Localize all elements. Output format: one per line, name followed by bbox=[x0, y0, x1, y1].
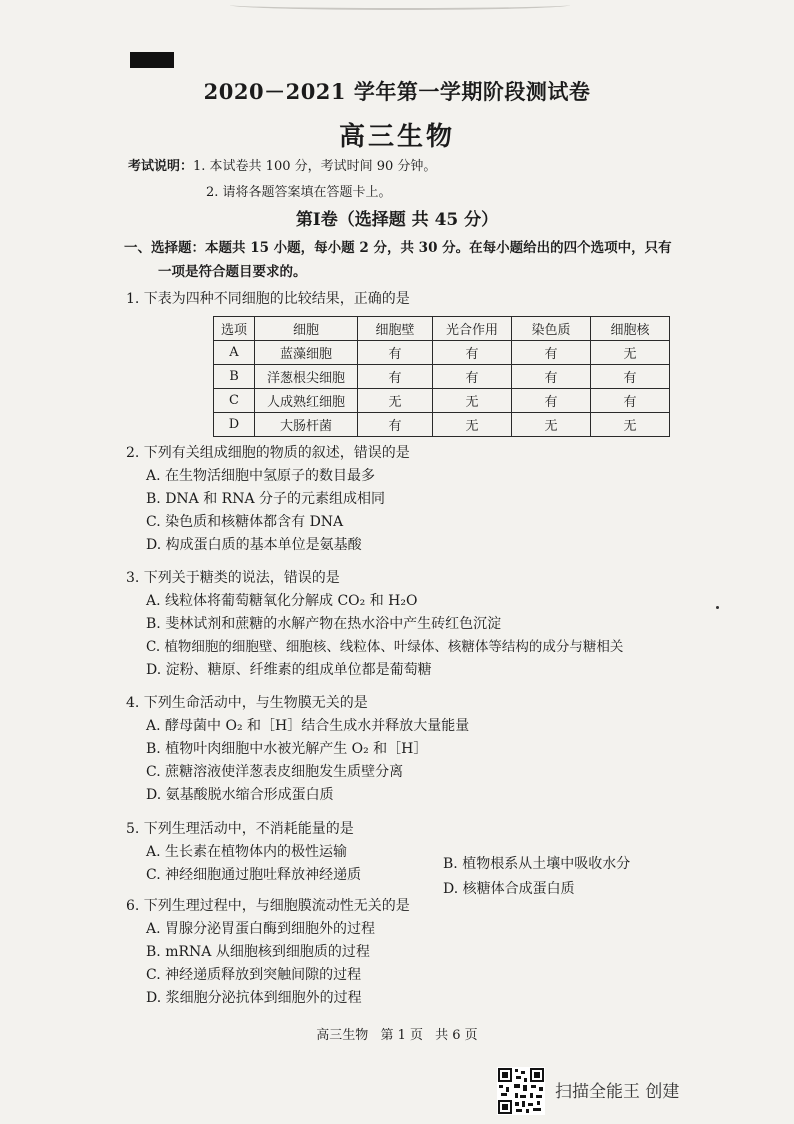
page-footer bbox=[0, 1024, 794, 1043]
option-c: C. 蔗糖溶液使洋葱表皮细胞发生质壁分离 bbox=[146, 764, 404, 780]
question-2 bbox=[126, 442, 410, 557]
table-cell: 有 bbox=[512, 365, 591, 389]
scan-speck bbox=[716, 606, 719, 609]
exam-title: 2020－2021 学年第一学期阶段测试卷 bbox=[203, 79, 591, 104]
option-d: D. 构成蛋白质的基本单位是氨基酸 bbox=[146, 537, 362, 553]
option-c: C. 神经细胞通过胞吐释放神经递质 bbox=[146, 867, 362, 883]
option-d: D. 核糖体合成蛋白质 bbox=[443, 881, 575, 897]
table-cell: 有 bbox=[358, 341, 433, 365]
qr-code-icon bbox=[497, 1067, 545, 1115]
table-cell: 有 bbox=[512, 389, 591, 413]
question-5 bbox=[126, 818, 361, 887]
table-header: 细胞 bbox=[255, 317, 358, 341]
section-title: 第Ⅰ卷（选择题 共 45 分） bbox=[295, 210, 499, 230]
comparison-table bbox=[213, 316, 670, 437]
option-d: D. 氨基酸脱水缩合形成蛋白质 bbox=[146, 787, 334, 803]
note-line-1 bbox=[128, 154, 436, 180]
exam-notes bbox=[128, 154, 436, 206]
table-cell: A bbox=[214, 341, 255, 365]
instruction-line-1: 一、选择题：本题共 15 小题，每小题 2 分，共 30 分。在每小题给出的四个选项中，只有 bbox=[124, 240, 672, 256]
question-4 bbox=[126, 692, 469, 807]
table-cell: 人成熟红细胞 bbox=[255, 389, 358, 413]
table-cell: 无 bbox=[358, 389, 433, 413]
table-cell: D bbox=[214, 413, 255, 437]
option-c: C. 神经递质释放到突触间隙的过程 bbox=[146, 967, 362, 983]
page-shadow bbox=[230, 0, 570, 10]
option-c: C. 植物细胞的细胞壁、细胞核、线粒体、叶绿体、核糖体等结构的成分与糖相关 bbox=[146, 639, 624, 655]
table-row bbox=[214, 389, 670, 413]
question-stem: 3. 下列关于糖类的说法，错误的是 bbox=[126, 570, 340, 586]
table-row bbox=[214, 365, 670, 389]
option-b: B. DNA 和 RNA 分子的元素组成相同 bbox=[146, 491, 386, 507]
table-cell: 无 bbox=[433, 389, 512, 413]
option-a: A. 线粒体将葡萄糖氧化分解成 CO₂ 和 H₂O bbox=[146, 593, 418, 609]
table-cell: 有 bbox=[591, 389, 670, 413]
section-instruction bbox=[124, 236, 744, 284]
table-cell: 无 bbox=[433, 413, 512, 437]
footer-page: 第 1 页 bbox=[380, 1028, 423, 1043]
table-cell: 洋葱根尖细胞 bbox=[255, 365, 358, 389]
table-row bbox=[214, 341, 670, 365]
table-cell: 有 bbox=[591, 365, 670, 389]
option-b: B. 植物根系从土壤中吸收水分 bbox=[443, 856, 631, 872]
table-cell: C bbox=[214, 389, 255, 413]
footer-subject: 高三生物 bbox=[316, 1028, 369, 1043]
table-cell: 蓝藻细胞 bbox=[255, 341, 358, 365]
table-header: 光合作用 bbox=[433, 317, 512, 341]
question-stem: 4. 下列生命活动中，与生物膜无关的是 bbox=[126, 695, 368, 711]
question-stem: 6. 下列生理过程中，与细胞膜流动性无关的是 bbox=[126, 898, 410, 914]
question-stem: 5. 下列生理活动中，不消耗能量的是 bbox=[126, 821, 354, 837]
option-a: A. 胃腺分泌胃蛋白酶到细胞外的过程 bbox=[146, 921, 376, 937]
note-item-1: 1. 本试卷共 100 分，考试时间 90 分钟。 bbox=[193, 159, 437, 174]
notes-label: 考试说明： bbox=[128, 159, 194, 174]
table-cell: 大肠杆菌 bbox=[255, 413, 358, 437]
table-cell: 有 bbox=[433, 341, 512, 365]
option-a: A. 酵母菌中 O₂ 和［H］结合生成水并释放大量能量 bbox=[146, 718, 470, 734]
table-cell: 无 bbox=[591, 341, 670, 365]
option-d: D. 浆细胞分泌抗体到细胞外的过程 bbox=[146, 990, 362, 1006]
table-cell: B bbox=[214, 365, 255, 389]
question-1 bbox=[126, 288, 410, 311]
table-header: 选项 bbox=[214, 317, 255, 341]
question-stem: 1. 下表为四种不同细胞的比较结果，正确的是 bbox=[126, 291, 410, 307]
table-row bbox=[214, 413, 670, 437]
table-header-row bbox=[214, 317, 670, 341]
option-d: D. 淀粉、糖原、纤维素的组成单位都是葡萄糖 bbox=[146, 662, 432, 678]
table-cell: 有 bbox=[358, 413, 433, 437]
scanner-watermark: 扫描全能王 创建 bbox=[555, 1082, 680, 1102]
table-cell: 无 bbox=[512, 413, 591, 437]
note-item-2: 2. 请将各题答案填在答题卡上。 bbox=[206, 185, 392, 200]
subject-title: 高三生物 bbox=[338, 122, 455, 152]
option-b: B. mRNA 从细胞核到细胞质的过程 bbox=[146, 944, 370, 960]
question-6 bbox=[126, 895, 410, 1010]
instruction-line-2: 一项是符合题目要求的。 bbox=[158, 264, 307, 280]
option-a: A. 在生物活细胞中氢原子的数目最多 bbox=[146, 468, 376, 484]
table-header: 细胞核 bbox=[591, 317, 670, 341]
option-c: C. 染色质和核糖体都含有 DNA bbox=[146, 514, 344, 530]
table-cell: 有 bbox=[433, 365, 512, 389]
question-3 bbox=[126, 567, 623, 682]
table-cell: 有 bbox=[358, 365, 433, 389]
table-cell: 无 bbox=[591, 413, 670, 437]
option-b: B. 斐林试剂和蔗糖的水解产物在热水浴中产生砖红色沉淀 bbox=[146, 616, 502, 632]
table-header: 染色质 bbox=[512, 317, 591, 341]
option-b: B. 植物叶肉细胞中水被光解产生 O₂ 和［H］ bbox=[146, 741, 428, 757]
option-a: A. 生长素在植物体内的极性运输 bbox=[146, 844, 348, 860]
table-header: 细胞壁 bbox=[358, 317, 433, 341]
table-cell: 有 bbox=[512, 341, 591, 365]
question-stem: 2. 下列有关组成细胞的物质的叙述，错误的是 bbox=[126, 445, 410, 461]
footer-total: 共 6 页 bbox=[435, 1028, 478, 1043]
redaction-block bbox=[130, 52, 174, 68]
